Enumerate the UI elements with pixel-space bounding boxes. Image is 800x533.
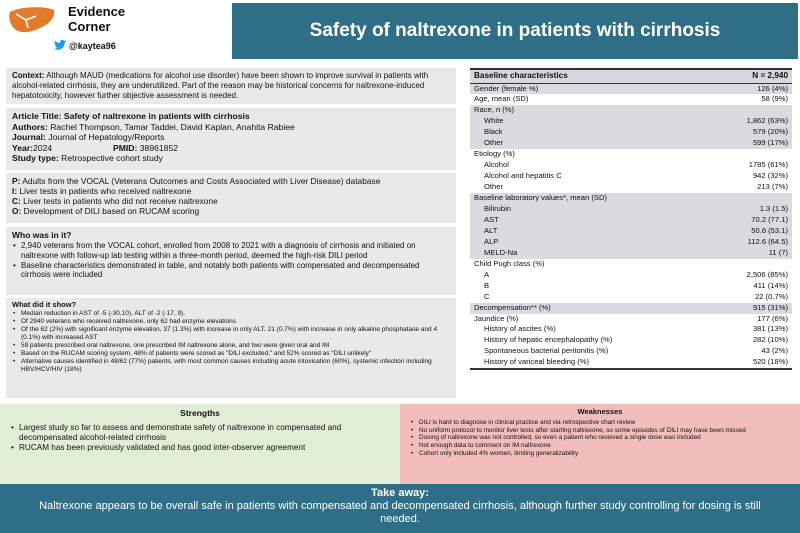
table-cell-label: Etiology (%) — [474, 149, 515, 159]
table-body — [470, 83, 792, 369]
table-row — [470, 281, 792, 292]
context-label: Context: — [12, 71, 45, 80]
table-cell-label: Gender (female %) — [470, 83, 702, 94]
table-row — [470, 226, 792, 237]
table-cell-label: Age, mean (SD) — [474, 94, 529, 104]
table-row — [470, 149, 792, 160]
weaknesses-list — [410, 419, 790, 458]
study-type: Retrospective cohort study — [58, 153, 163, 163]
list-item: • Baseline characteristics demonstrated in table, and notably both patients with compensated and decompensated cirrhosis were included — [12, 261, 450, 281]
table-cell-value: 11 (7) — [702, 248, 792, 259]
table-cell-label: Jaundice (%) — [474, 313, 519, 323]
pmid-label: PMID: — [113, 142, 138, 153]
table-row — [470, 237, 792, 248]
list-item: • Median reduction in AST of -5 (-30,10), ALT of -2 (-17, 9). — [12, 310, 450, 318]
context-box — [6, 68, 456, 104]
pico-p-label: P: — [12, 176, 21, 186]
list-item: • 2,940 veterans from the VOCAL cohort, enrolled from 2008 to 2021 with a diagnosis of cirrhosis and initiated on naltrexone with follow-up lab testing within a three-month period, deemed the high-risk DILI period — [12, 241, 450, 261]
takeaway-heading: Take away: — [371, 487, 429, 499]
table-cell-value: 1,862 (63%) — [702, 116, 792, 127]
twitter-handle-row[interactable] — [54, 40, 116, 52]
baseline-table — [470, 68, 792, 388]
table-cell-value: 381 (13%) — [752, 324, 788, 334]
table-row — [470, 346, 792, 357]
page-title: Safety of naltrexone in patients with cirrhosis — [309, 20, 721, 41]
year: 2024 — [33, 142, 53, 153]
study-type-label: Study type: — [12, 153, 59, 163]
table-cell-label: MELD-Na — [470, 248, 702, 259]
table-header-n: N = 2,940 — [702, 69, 792, 83]
table-cell-value: 213 (7%) — [757, 182, 788, 192]
table-cell-value: 1.3 (1.5) — [702, 204, 792, 215]
table-row — [470, 248, 792, 259]
pico-p-text: Adults from the VOCAL (Veterans Outcomes and Costs Associated with Liver Disease) database — [20, 176, 381, 186]
list-item: • 59 patients prescribed oral naltrexone, one prescribed IM naltrexone alone, and two were given oral and IM — [12, 342, 450, 350]
table-cell-label: White — [470, 116, 702, 127]
list-item: • DILI is hard to diagnose in clinical practice and via retrospective chart review — [410, 419, 790, 427]
table-row — [470, 105, 792, 116]
list-item: • Alternative causes identified in 48/62 (77%) patients, with most common causes including acute intoxication (60%), systemic infection including HBV/HCV/HIV (18%) — [12, 358, 450, 374]
table-cell-label: History of ascites (%) — [484, 324, 556, 334]
pico-c-label: C: — [12, 196, 21, 206]
authors: Rachel Thompson, Tamar Taddei, David Kaplan, Anahita Rabiee — [47, 121, 295, 132]
list-item: • No uniform protocol to monitor liver tests after starting naltrexone, so some episodes of DILI may have been missed — [410, 427, 790, 435]
list-item: • Of the 62 (2%) with significant enzyme elevation, 37 (1.3%) with increase in only ALT, 21 (0.7%) with increase in only alkaline phosphatase and 4 (0.1%) with increased AST — [12, 326, 450, 342]
table-row — [470, 116, 792, 127]
table-row — [470, 127, 792, 138]
table-cell-label: B — [484, 280, 490, 290]
table-cell-value: 1785 (61%) — [748, 160, 788, 170]
table-cell-value — [702, 193, 792, 204]
list-item: • Not enough data to comment on IM naltrexone — [410, 442, 790, 450]
table-cell-label: Decompensation** (%) — [470, 303, 702, 314]
table-row — [470, 259, 792, 270]
takeaway-banner — [0, 484, 800, 533]
table-cell-label: Black — [470, 127, 702, 138]
journal-row — [12, 132, 450, 143]
table-row — [470, 138, 792, 149]
list-item: • Based on the RUCAM scoring system, 48% of patients were scored as “DILI excluded,” and 52% scored as “DILI unlikely” — [12, 350, 450, 358]
table-cell-label: History of variceal bleeding (%) — [470, 357, 702, 369]
table-cell-value: 942 (32%) — [752, 171, 788, 181]
table-row — [470, 204, 792, 215]
who-heading: Who was in it? — [12, 230, 72, 240]
brand-line-1: Evidence — [68, 4, 126, 19]
table-cell-value: 22 (0.7%) — [755, 291, 788, 301]
table-cell-value: 43 (2%) — [761, 346, 788, 356]
table-cell-value: 520 (18%) — [702, 357, 792, 369]
list-item: • Cohort only included 4% women, limiting generalizability — [410, 450, 790, 458]
strengths-box — [0, 404, 400, 484]
table-cell-label: Alcohol and hepatitis C — [484, 171, 562, 181]
table-row — [470, 182, 792, 193]
pico-o — [12, 206, 450, 216]
pico-o-text: Development of DILI based on RUCAM scoring — [21, 206, 200, 216]
article-title-row — [12, 111, 450, 122]
table-row — [470, 215, 792, 226]
table-cell-label: Child Pugh class (%) — [474, 258, 545, 268]
baseline-characteristics-table — [470, 68, 792, 370]
pico-p — [12, 176, 450, 186]
table-cell-label: C — [484, 291, 490, 301]
table-row — [470, 303, 792, 314]
study-type-row — [12, 153, 450, 164]
table-cell-label: Other — [470, 138, 702, 149]
strengths-heading: Strengths — [180, 408, 220, 418]
table-row — [470, 160, 792, 171]
article-title: Safety of naltrexone in patients with cirrhosis — [61, 111, 250, 121]
table-cell-value: 58 (9%) — [761, 94, 788, 104]
table-cell-value: 579 (20%) — [702, 127, 792, 138]
pico-i-label: I: — [12, 186, 18, 196]
pico-i-text: Liver tests in patients who received naltrexone — [17, 186, 192, 196]
pico-box — [6, 173, 456, 223]
brand-line-2: Corner — [68, 19, 111, 34]
table-row — [470, 193, 792, 204]
table-cell-label: ALP — [470, 237, 702, 248]
year-label: Year: — [12, 142, 34, 153]
authors-row — [12, 122, 450, 133]
liver-logo-icon — [6, 4, 58, 48]
pico-c-text: Liver tests in patients who did not receive naltrexone — [20, 196, 218, 206]
weaknesses-heading: Weaknesses — [577, 407, 623, 416]
pmid: 38961852 — [137, 142, 179, 153]
table-row — [470, 335, 792, 346]
results-list — [12, 310, 450, 374]
pico-o-label: O: — [12, 206, 22, 216]
list-item: • Dosing of naltrexone was not controlled, so even a patient who received a single dose was included — [410, 434, 790, 442]
table-cell-label: Bilirubin — [470, 204, 702, 215]
authors-label: Authors: — [12, 121, 48, 132]
pico-c — [12, 196, 450, 206]
table-cell-label: Alcohol — [484, 160, 509, 170]
twitter-handle[interactable]: @kaytea96 — [69, 41, 116, 51]
table-cell-value: 50.6 (53.1) — [702, 226, 792, 237]
who-box — [6, 227, 456, 295]
table-row — [470, 324, 792, 335]
table-cell-label: Spontaneous bacterial peritonitis (%) — [484, 346, 609, 356]
table-cell-value: 282 (10%) — [752, 335, 788, 345]
table-row — [470, 83, 792, 94]
table-header-row — [470, 69, 792, 83]
table-cell-value: 112.6 (64.5) — [702, 237, 792, 248]
who-list — [12, 241, 450, 280]
page-title-bar — [232, 3, 798, 59]
table-row — [470, 171, 792, 182]
article-title-label: Article Title: — [12, 111, 62, 121]
context-text: Although MAUD (medications for alcohol use disorder) have been shown to improve survival in patients with alcohol-related cirrhosis, they are underutilized. Part of the reason may be historical concerns for naltrexone-induced hepatotoxicity, however further objective assessment is needed. — [12, 71, 429, 100]
year-pmid-row — [12, 143, 450, 154]
table-row — [470, 314, 792, 325]
table-cell-value: 599 (17%) — [702, 138, 792, 149]
takeaway-text: Naltrexone appears to be overall safe in patients with compensated and decompensated cirrhosis, although further study controlling for dosing is still needed. — [39, 500, 761, 525]
table-cell-value — [702, 105, 792, 116]
journal-label: Journal: — [12, 132, 46, 142]
pico-i — [12, 186, 450, 196]
table-row — [470, 270, 792, 281]
table-cell-value: 915 (31%) — [702, 303, 792, 314]
table-cell-label: History of hepatic encephalopathy (%) — [484, 335, 613, 345]
table-cell-value: 126 (4%) — [702, 83, 792, 94]
table-cell-value — [702, 149, 792, 160]
table-cell-value: 411 (14%) — [753, 280, 788, 290]
table-cell-label: Baseline laboratory values*, mean (SD) — [470, 193, 702, 204]
list-item: • RUCAM has been previously validated and has good inter-observer agreement — [10, 443, 390, 453]
results-box — [6, 298, 456, 398]
article-info-box — [6, 108, 456, 170]
results-heading: What did it show? — [12, 300, 77, 309]
table-cell-value: 2,506 (85%) — [746, 269, 788, 279]
table-cell-label: AST — [470, 215, 702, 226]
table-cell-value: 177 (6%) — [757, 313, 788, 323]
table-cell-value — [702, 259, 792, 270]
table-row — [470, 94, 792, 105]
list-item: • Largest study so far to assess and demonstrate safety of naltrexone in compensated and decompensated alcohol-related cirrhosis — [10, 423, 390, 443]
table-cell-label: ALT — [470, 226, 702, 237]
strengths-list — [10, 423, 390, 453]
table-cell-label: Other — [484, 182, 503, 192]
table-cell-label: A — [484, 269, 490, 279]
table-cell-value: 70.2 (77.1) — [702, 215, 792, 226]
journal: Journal of Hepatology/Reports — [45, 132, 165, 142]
table-row — [470, 292, 792, 303]
twitter-bird-icon — [54, 40, 66, 52]
brand-name — [68, 4, 125, 34]
table-cell-label: Race, n (%) — [470, 105, 702, 116]
list-item: • Of 2940 veterans who received naltrexone, only 62 had enzyme elevations — [12, 318, 450, 326]
table-row — [470, 357, 792, 369]
weaknesses-box — [400, 404, 800, 484]
table-header-label: Baseline characteristics — [470, 69, 702, 83]
